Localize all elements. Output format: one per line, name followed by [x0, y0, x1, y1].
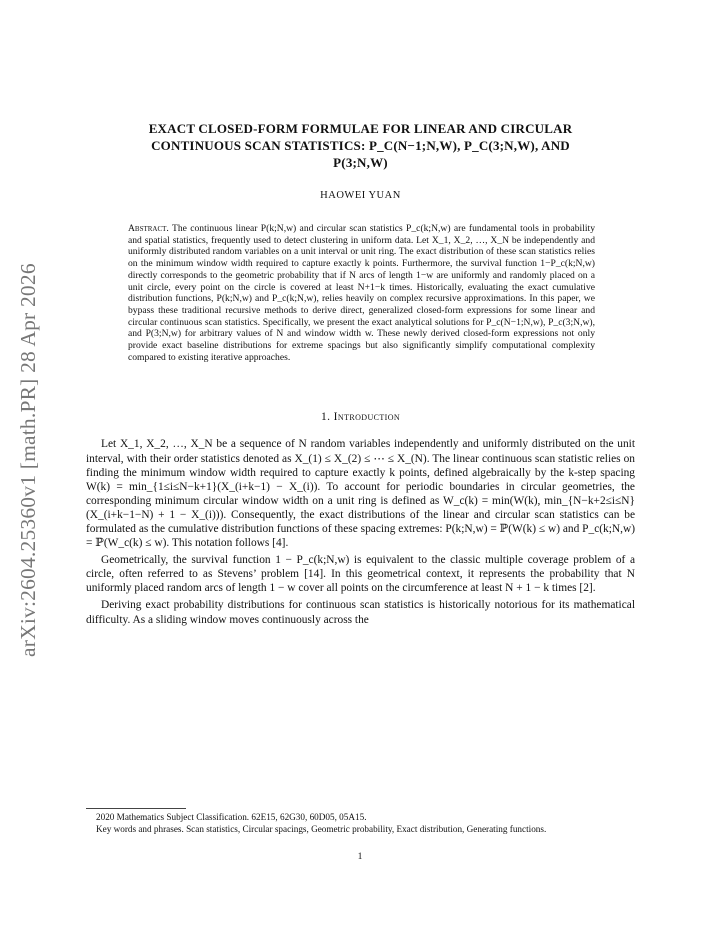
abstract-text: The continuous linear P(k;N,w) and circular scan statistics P_c(k;N,w) are fundamental tools in probability and spatial statistics, frequently used to detect clustering in uniform data. Let X_1, X_2, …, X_N be independently and uniformly distributed random variables on a unit interval or unit ring. The exact distribution of these scan statistics relies on the minimum window width required to capture exactly k points. Furthermore, the survival function 1−P_c(k;N,w) directly corresponds to the geometric probability that if N arcs of length 1−w are uniformly and randomly placed on a unit circle, every point on the circle is covered at least N+1−k times. Historically, evaluating the exact cumulative distribution functions, P(k;N,w) and P_c(k;N,w), relies heavily on complex recursive approximations. In this paper, we bypass these traditional recursive methods to derive direct, generalized closed-form expressions for some linear and circular continuous scan statistics. Specifically, we present the exact analytical solutions for P_c(N−1;N,w), P_c(3;N,w), and P(3;N,w) for arbitrary values of N and window width w. These newly derived closed-form expressions not only provide exact baseline distributions for extreme spacings but also significantly simplify computational complexity compared to existing iterative approaches. — [128, 223, 596, 363]
abstract — [128, 223, 595, 363]
body-text — [86, 437, 635, 626]
paper-page — [86, 120, 635, 627]
section-title: Introduction — [333, 411, 401, 424]
paper-title — [86, 120, 635, 171]
paragraph-2: Geometrically, the survival function 1 − P_c(k;N,w) is equivalent to the classic multiple coverage problem of a circle, often referred to as Stevens’ problem [14]. In this geometrical context, it represents the probability that N uniformly placed random arcs of length 1 − w cover all points on the circumference at least N + 1 − k times [2]. — [86, 554, 635, 595]
arxiv-stamp — [6, 245, 58, 675]
paragraph-3: Deriving exact probability distributions for continuous scan statistics is historically notorious for its mathematical difficulty. As a sliding window moves continuously across the — [86, 599, 635, 626]
abstract-label: Abstract. — [128, 223, 169, 234]
arxiv-stamp-text: arXiv:2604.25360v1 [math.PR] 28 Apr 2026 — [16, 263, 40, 657]
footnote-msc: 2020 Mathematics Subject Classification. 62E15, 62G30, 60D05, 05A15. — [96, 812, 367, 822]
section-number: 1. — [320, 411, 331, 424]
paragraph-1: Let X_1, X_2, …, X_N be a sequence of N random variables independently and uniformly distributed on the unit interval, with their order statistics denoted as X_(1) ≤ X_(2) ≤ ⋯ ≤ X_(N). The linear continuous scan statistic relies on finding the minimum window width required to capture exactly k points, defined algebraically by the k-step spacing W(k) = min_{1≤i≤N−k+1}(X_(i+k−1) − X_(i)). To account for periodic boundaries in circular geometries, the corresponding minimum circular window width on a unit ring is defined as W_c(k) = min(W(k), min_{N−k+2≤i≤N}(X_(i+k−1−N) + 1 − X_(i))). Consequently, the exact distributions of the linear and circular scan statistics can be formulated as the cumulative distribution functions of these spacing extremes: P(k;N,w) = ℙ(W(k) ≤ w) and P_c(k;N,w) = ℙ(W_c(k) ≤ w). This notation follows [4]. — [86, 438, 635, 550]
page-number: 1 — [357, 851, 363, 862]
footnotes — [86, 808, 635, 835]
section-heading — [86, 411, 635, 423]
title-line-2: CONTINUOUS SCAN STATISTICS: P_C(N−1;N,W), P_C(3;N,W), AND — [151, 138, 570, 153]
title-line-3: P(3;N,W) — [333, 155, 388, 170]
footnote-keywords: Key words and phrases. Scan statistics, Circular spacings, Geometric probability, Exact distribution, Generating functions. — [96, 823, 547, 834]
author-name: HAOWEI YUAN — [320, 190, 401, 201]
footnote-rule — [86, 808, 186, 809]
title-line-1: EXACT CLOSED-FORM FORMULAE FOR LINEAR AND CIRCULAR — [148, 121, 573, 136]
